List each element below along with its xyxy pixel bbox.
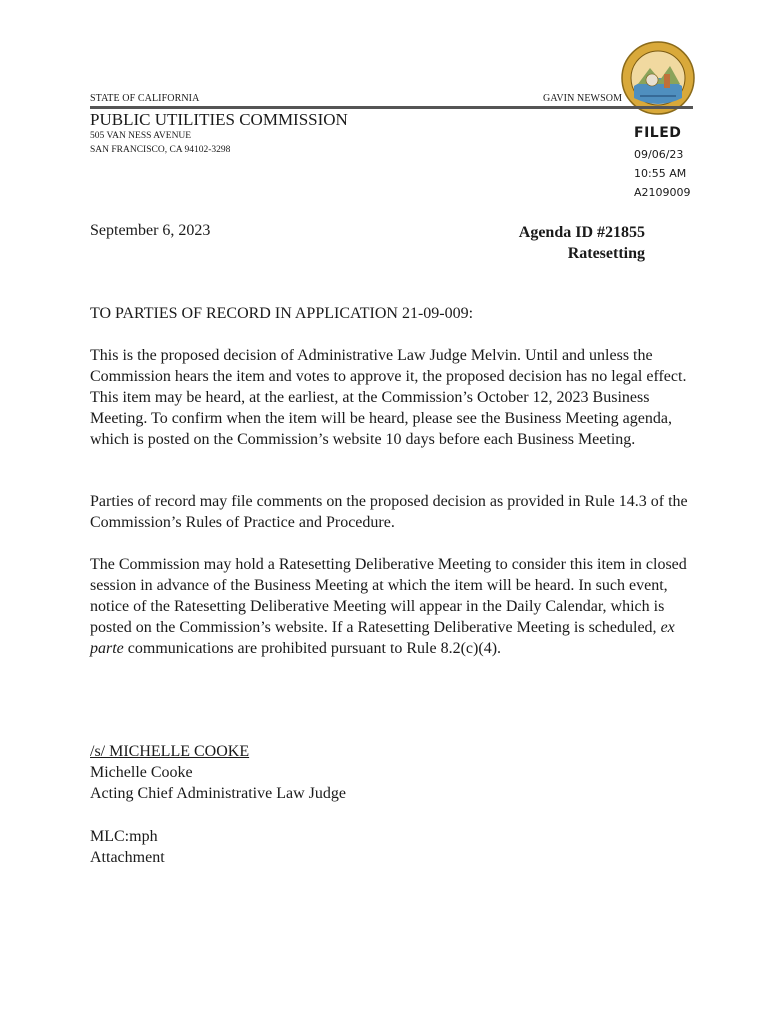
paragraph-2-text: Parties of record may file comments on the proposed decision as provided in Rule 14.3 of the Commission’s Rules of Practice and Procedure. <box>90 493 688 531</box>
filed-date: 09/06/23 <box>634 148 684 161</box>
state-seal-icon <box>620 40 696 116</box>
paragraph-3-text <box>90 554 690 659</box>
signature-block <box>90 741 690 804</box>
paragraph-3-part-2: communications are prohibited pursuant to Rule 8.2(c)(4). <box>123 640 502 657</box>
header-rule <box>90 106 693 109</box>
footer-block <box>90 826 690 868</box>
paragraph-3 <box>90 554 690 659</box>
agenda-id: Agenda ID #21855 <box>518 224 645 241</box>
attachment-note: Attachment <box>90 849 165 866</box>
paragraph-3-italic: ex parte <box>90 619 675 657</box>
signer-title: Acting Chief Administrative Law Judge <box>90 785 346 802</box>
paragraph-3-part-1: The Commission may hold a Ratesetting Deliberative Meeting to consider this item in closed session in advance of the Business Meeting at which the item will be heard. In such event, notice of the Ratesetting Deliberative Meeting will appear in the Daily Calendar, which is posted on the Commission’s website. If a Ratesetting Deliberative Meeting is scheduled, <box>90 556 687 636</box>
salutation: TO PARTIES OF RECORD IN APPLICATION 21-09-009: <box>90 305 474 322</box>
governor-label: GAVIN NEWSOM <box>543 93 623 104</box>
letter-date: September 6, 2023 <box>90 222 211 239</box>
address-line-1: 505 VAN NESS AVENUE <box>90 131 192 141</box>
address-line-2: SAN FRANCISCO, CA 94102-3298 <box>90 145 231 155</box>
signer-name: Michelle Cooke <box>90 764 193 781</box>
filed-time: 10:55 AM <box>634 167 687 180</box>
filed-docket: A2109009 <box>634 186 691 199</box>
initials: MLC:mph <box>90 828 158 845</box>
agenda-block <box>519 222 645 264</box>
agency-name: PUBLIC UTILITIES COMMISSION <box>90 110 348 129</box>
paragraph-2 <box>90 491 690 533</box>
paragraph-1 <box>90 345 690 450</box>
state-label: STATE OF CALIFORNIA <box>90 93 200 104</box>
paragraph-1-text: This is the proposed decision of Administrative Law Judge Melvin. Until and unless the Commission hears the item and votes to approve it, the proposed decision has no legal effect. This item may be heard, at the earliest, at the Commission’s October 12, 2023 Business Meeting. To confirm when the item will be heard, please see the Business Meeting agenda, which is posted on the Commission’s website 10 days before each Business Meeting. <box>90 347 687 448</box>
filed-stamp <box>634 125 691 198</box>
signature-line: /s/ MICHELLE COOKE <box>90 743 250 760</box>
agenda-type: Ratesetting <box>567 245 645 262</box>
filed-label: FILED <box>634 125 682 141</box>
